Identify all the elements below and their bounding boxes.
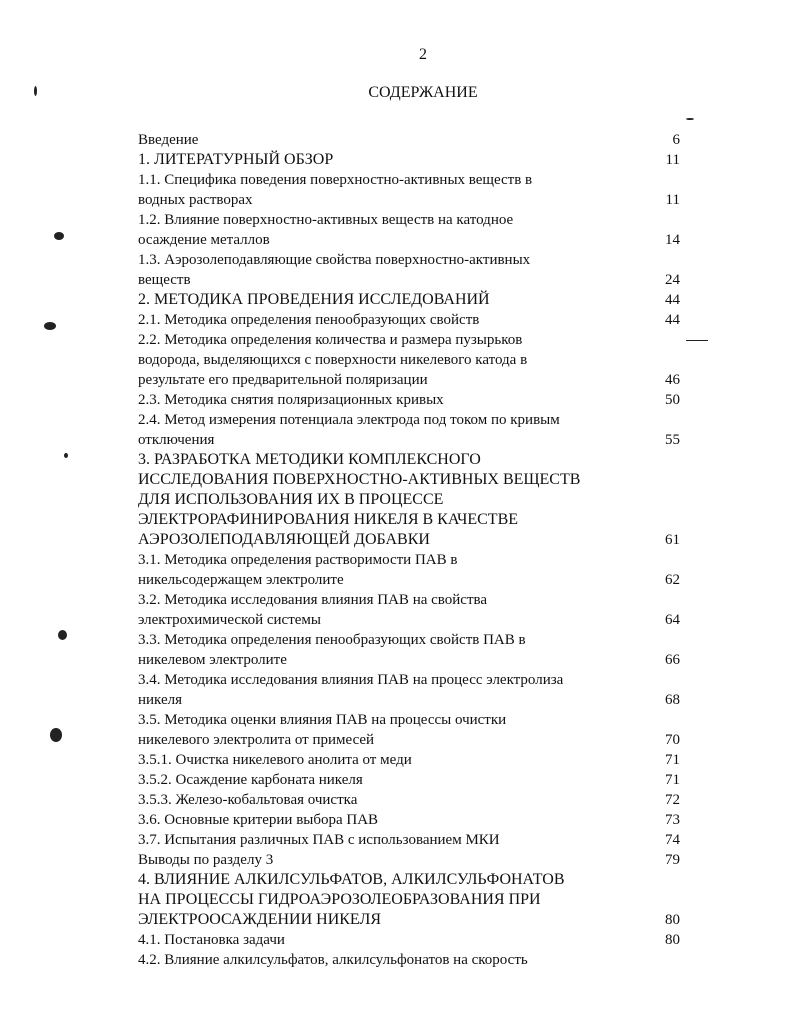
- toc-entry-title: Выводы по разделу 3: [138, 852, 274, 868]
- toc-entry-page: 14: [665, 232, 680, 248]
- scan-speck: [34, 86, 37, 96]
- toc-entry-page: 72: [665, 792, 680, 808]
- scan-speck: [54, 232, 64, 240]
- toc-entry: [138, 670, 698, 710]
- toc-entry-page: 11: [665, 192, 680, 208]
- toc-entry-title: 2.1. Методика определения пенообразующих свойств: [138, 312, 480, 328]
- toc-entry: [138, 310, 698, 330]
- toc-entry-title: 3.5. Методика оценки влияния ПАВ на процессы очистки никелевого электролита от примесей: [138, 712, 507, 748]
- toc-entry-title: 3.6. Основные критерии выбора ПАВ: [138, 812, 379, 828]
- toc-entry-page: 11: [665, 152, 680, 168]
- scan-speck: [44, 322, 56, 330]
- toc-entry: [138, 850, 698, 870]
- toc-entry-page: 73: [665, 812, 680, 828]
- toc-entry: [138, 330, 698, 390]
- toc-entry-page: 71: [665, 772, 680, 788]
- toc-entry-page: 61: [665, 532, 680, 548]
- toc-entry-title: 3.5.3. Железо-кобальтовая очистка: [138, 792, 358, 808]
- toc-entry-title: 4. ВЛИЯНИЕ АЛКИЛСУЛЬФАТОВ, АЛКИЛСУЛЬФОНАТОВ НА ПРОЦЕССЫ ГИДРОАЭРОЗОЛЕОБРАЗОВАНИЯ ПРИ ЭЛЕКТРООСАЖДЕНИИ НИКЕЛЯ: [138, 871, 565, 928]
- toc-entry-title: 3.7. Испытания различных ПАВ с использованием МКИ: [138, 832, 500, 848]
- toc-entry-title: 3.3. Методика определения пенообразующих свойств ПАВ в никелевом электролите: [138, 632, 526, 668]
- toc-entry-title: 4.2. Влияние алкилсульфатов, алкилсульфонатов на скорость: [138, 952, 528, 968]
- toc-entry-page: 46: [665, 372, 680, 388]
- scan-speck: [686, 118, 694, 120]
- toc-entry: [138, 130, 698, 150]
- toc-entry: [138, 830, 698, 850]
- toc-entry: [138, 410, 698, 450]
- toc-entry-page: 44: [665, 312, 680, 328]
- toc-entry: [138, 930, 698, 950]
- toc-entry-page: 66: [665, 652, 680, 668]
- scan-speck: [64, 453, 68, 458]
- toc-entry-title: 3. РАЗРАБОТКА МЕТОДИКИ КОМПЛЕКСНОГО ИССЛЕДОВАНИЯ ПОВЕРХНОСТНО-АКТИВНЫХ ВЕЩЕСТВ ДЛЯ ИСПОЛЬЗОВАНИЯ ИХ В ПРОЦЕССЕ ЭЛЕКТРОРАФИНИРОВАНИЯ НИКЕЛЯ В КАЧЕСТВЕ АЭРОЗОЛЕПОДАВЛЯЮЩЕЙ ДОБАВКИ: [138, 451, 581, 548]
- toc-entry-title: 1.3. Аэрозолеподавляющие свойства поверхностно-активных веществ: [138, 252, 531, 288]
- toc-entry: [138, 810, 698, 830]
- toc-entry-title: 3.2. Методика исследования влияния ПАВ на свойства электрохимической системы: [138, 592, 488, 628]
- scan-speck: [686, 340, 708, 341]
- toc-entry-title: 2.3. Методика снятия поляризационных кривых: [138, 392, 444, 408]
- toc-entry: [138, 630, 698, 670]
- toc-entry: [138, 150, 698, 170]
- toc-entry-title: 1.2. Влияние поверхностно-активных веществ на катодное осаждение металлов: [138, 212, 514, 248]
- toc-entry: [138, 210, 698, 250]
- toc-entry-title: 2.4. Метод измерения потенциала электрода под током по кривым отключения: [138, 412, 560, 448]
- toc-entry-page: 80: [665, 912, 680, 928]
- toc-entry: [138, 250, 698, 290]
- toc-entry: [138, 710, 698, 750]
- toc-entry-page: 24: [665, 272, 680, 288]
- toc-entry-title: 3.1. Методика определения растворимости ПАВ в никельсодержащем электролите: [138, 552, 458, 588]
- toc-entry-page: 62: [665, 572, 680, 588]
- toc-entry: [138, 590, 698, 630]
- toc-entry-title: 3.5.2. Осаждение карбоната никеля: [138, 772, 363, 788]
- toc-entry-title: 3.4. Методика исследования влияния ПАВ на процесс электролиза никеля: [138, 672, 564, 708]
- toc-entry-page: 71: [665, 752, 680, 768]
- toc-entry-page: 70: [665, 732, 680, 748]
- toc-entry: [138, 770, 698, 790]
- toc-entry-page: 68: [665, 692, 680, 708]
- toc-entry-title: 1.1. Специфика поведения поверхностно-активных веществ в водных растворах: [138, 172, 533, 208]
- toc-entry: [138, 750, 698, 770]
- toc-entry-page: 50: [665, 392, 680, 408]
- toc-entry-title: 2.2. Методика определения количества и размера пузырьков водорода, выделяющихся с поверхности никелевого катода в результате его предварительной поляризации: [138, 332, 528, 388]
- toc-entry: [138, 550, 698, 590]
- toc-entry-title: 4.1. Постановка задачи: [138, 932, 285, 948]
- toc-entry-title: 3.5.1. Очистка никелевого анолита от меди: [138, 752, 412, 768]
- toc-entry-page: 6: [672, 132, 680, 148]
- toc-entry-page: 80: [665, 932, 680, 948]
- toc-entry-page: 55: [665, 432, 680, 448]
- toc-entry-title: 1. ЛИТЕРАТУРНЫЙ ОБЗОР: [138, 151, 334, 168]
- table-of-contents: [138, 130, 698, 970]
- page-number: 2: [419, 46, 427, 63]
- scan-speck: [50, 728, 62, 742]
- toc-entry-page: 64: [665, 612, 680, 628]
- toc-entry: [138, 390, 698, 410]
- toc-entry: [138, 790, 698, 810]
- toc-entry-page: 44: [665, 292, 680, 308]
- toc-entry-title: 2. МЕТОДИКА ПРОВЕДЕНИЯ ИССЛЕДОВАНИЙ: [138, 291, 490, 308]
- toc-title: СОДЕРЖАНИЕ: [368, 84, 478, 101]
- toc-entry: [138, 950, 698, 970]
- toc-entry: [138, 870, 698, 930]
- toc-entry: [138, 290, 698, 310]
- scan-speck: [58, 630, 67, 640]
- toc-entry: [138, 450, 698, 550]
- toc-entry-page: 74: [665, 832, 680, 848]
- toc-entry: [138, 170, 698, 210]
- toc-entry-page: 79: [665, 852, 680, 868]
- toc-entry-title: Введение: [138, 132, 199, 148]
